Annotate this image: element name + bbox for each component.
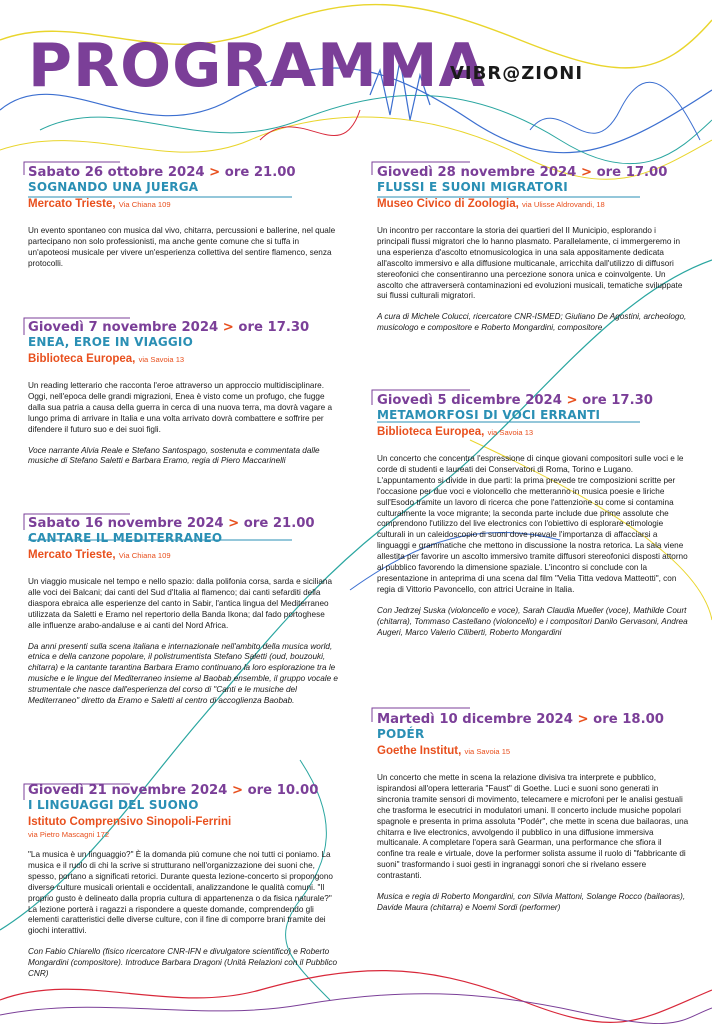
event-date-line: Giovedì 28 novembre 2024 > ore 17.00: [377, 165, 668, 180]
event-title: CANTARE IL MEDITERRANEO: [28, 531, 223, 545]
event-date-line: Giovedì 21 novembre 2024 > ore 10.00: [28, 783, 319, 798]
event-7: [377, 712, 689, 914]
brand-logo: VIBR@ZIONI: [450, 63, 584, 84]
event-venue: Biblioteca Europea, via Savoia 13: [28, 353, 185, 365]
event-credits: A cura di Michele Colucci, ricercatore CNR-ISMED; Giuliano De Agostini, archeologo, musicologo e compositore e Roberto Mongardini, compositore: [377, 312, 687, 333]
event-date-line: Sabato 26 ottobre 2024 > ore 21.00: [28, 165, 296, 180]
event-date-line: Giovedì 5 dicembre 2024 > ore 17.30: [377, 393, 653, 408]
event-credits: Da anni presenti sulla scena italiana e internazionale nell'ambito della musica world, etnica e della canzone popolare, il polistrumentista Stefano Saletti (oud, bouzouki, chitarra) e la cantante tarantina Barbara Eramo continuano la loro esplorazione tra le musiche e le lingue del Mediterraneo insieme al Baobab ensemble, il gruppo vocale e strumentale che nasce dall'esperienza del corso di "Canti e le musiche del Mediterraneo" diretto da Eramo e Saletti al centro di accoglienza Baobab.: [28, 641, 338, 706]
event-credits: Voce narrante Alvia Reale e Stefano Santospago, sostenuta e commentata dalle musiche di Stefano Saletti e Barbara Eramo, regia di Piero Maccarinelli: [28, 445, 320, 466]
event-venue: Goethe Institut, via Savoia 15: [377, 745, 511, 757]
event-title: I LINGUAGGI DEL SUONO: [28, 798, 199, 812]
event-venue: Museo Civico di Zoologia, via Ulisse Aldrovandi, 18: [377, 198, 605, 210]
event-1: [28, 165, 338, 270]
event-description: Un evento spontaneo con musica dal vivo, chitarra, percussioni e ballerine, nel quale partecipano non solo professionisti, ma anche gente comune che si tuffa in un'apoteosi musicale per vivere un'esperienza collettiva del sentire flamenco, senza protocolli.: [28, 226, 336, 268]
event-description: Un reading letterario che racconta l'eroe attraverso un approccio multidisciplinare. Oggi, nell'epoca delle grandi migrazioni, Enea è visto come un profugo, che fugge dalla sua patria a causa della guerra in cerca di una nuova terra, ma dovrà vagare a lungo prima di arrivare in Italia e una volta arrivato dovrà combattere e soffrire per difendere il futuro suo e dei suoi figli.: [28, 381, 333, 434]
event-title: ENEA, EROE IN VIAGGIO: [28, 335, 193, 349]
event-6: [377, 393, 689, 639]
event-description: Un concerto che mette in scena la relazione divisiva tra interprete e pubblico, ispirandosi all'opera letteraria "Faust" di Goethe. Luci e suoni sono generati in sincronia tramite sensori di movimento, telecamere e microfoni per le analisi gestuali che trasforma le esecutrici in modulatori umani. Il concerto include musiche popolari spagnole e presenta in prima assoluta "Podér", che mette in scena due bailaoras, una chitarra e live electronics, avvolgendo il pubblico in una diffusione immersiva multicanale. A completare l'opera sarà Gearman, una performance che sfiora il confine tra reale e virtuale, dove la performer solista assume il ruolo di "fabbricante di suoni" trasformando i suoi gesti in ingranaggi sonori che si rivelano essere contrastanti.: [377, 773, 689, 881]
event-description: Un viaggio musicale nel tempo e nello spazio: dalla polifonia corsa, sarda e siciliana alle voci dei Balcani; dai canti del Sud d'Italia al flamenco; dai canti sefarditi della diaspora ebraica alle esperienze del canto in Sabir, l'antica lingua del Mediterraneo utilizzata da Saletti e Eramo nel repertorio della Banda Ikona; dal fado portoghese alle influenze arabo-andaluse e ai canti del Nord Africa.: [28, 577, 333, 630]
event-credits: Musica e regia di Roberto Mongardini, con Silvia Mattoni, Solange Rocco (bailaoras), Davide Maura (chitarra) e Noemi Sordi (performer): [377, 892, 686, 912]
event-date-line: Sabato 16 novembre 2024 > ore 21.00: [28, 516, 315, 531]
event-venue: Istituto Comprensivo Sinopoli-Ferrini via Pietro Mascagni 172: [28, 816, 232, 839]
event-4: [28, 783, 338, 980]
event-description: "La musica è un linguaggio?" È la domanda più comune che noi tutti ci poniamo. La musica e il ruolo di chi la scrive si strutturano nell'organizzazione dei suoni che, spesso, portano a significati retorici. Durante questa lezione-concerto si propongono diverse culture musicali orientali e occidentali, analizzandone le qualità comuni. "Il proprio gusto è delineato dalla propria cultura di appartenenza o da fisica naturale?" La lezione porterà i ragazzi a rispondere a queste domande, comprendendo gli elementi caratteristici delle diverse culture, con il fine di comporre brani tramite dei giochi interattivi.: [28, 850, 333, 936]
event-title: PODÉR: [377, 727, 425, 741]
event-2: [28, 320, 338, 467]
event-date-line: Giovedì 7 novembre 2024 > ore 17.30: [28, 320, 310, 335]
event-3: [28, 516, 338, 707]
event-title: SOGNANDO UNA JUERGA: [28, 180, 199, 194]
event-title: METAMORFOSI DI VOCI ERRANTI: [377, 408, 601, 422]
event-venue: Biblioteca Europea, via Savoia 13: [377, 426, 534, 438]
event-venue: Mercato Trieste, Via Chiana 109: [28, 549, 171, 561]
event-title: FLUSSI E SUONI MIGRATORI: [377, 180, 568, 194]
event-description: Un incontro per raccontare la storia dei quartieri del II Municipio, esplorando i principali flussi migratori che lo hanno plasmato. Parallelamente, ci immergeremo in una esperienza d'ascolto etnomusicologica in una sala appositamente dedicata all'ascolto immersivo e alla diffusione multicanale, arricchita dall'utilizzo di diffusori stereofonici che consentiranno una percezione sonora unica e coinvolgente. Un ascolto che attraverserà contaminazioni ed evoluzioni musicali, tematiche sviluppate sui flussi culturali migratori.: [377, 226, 683, 301]
event-description: Un concerto che concentra l'espressione di cinque giovani compositori sulle voci e le corde di studenti e laureati dei Conservatori di Roma, Torino e Lugano. L'appuntamento si divide in due parti: la prima prevede tre composizioni scritte per l'occasione per due voci e violoncello che metteranno in musica poesie e liriche sull'Esodo tramite un lavoro di ricerca che pone l'attenzione su come si contamina culturalmente la voce migrante; la seconda parte include due prime assolute che comprendono l'utilizzo del live electronics con l'obiettivo di esplorare etimologie culturali in un caleidoscopio di suoni dove prevale l'importanza di affacciarsi a linguaggi e grammatiche che mettono in discussione la nostra retorica. La sala viene allestita per favorire un ascolto immersivo tramite diffusori stereofonici disposti attorno al pubblico favorendo la dimensione spaziale. L'incontro si conclude con la presentazione in anteprima di una scena dal film "Velia Titta vedova Matteotti", con regia di Vittorio Pavoncello, con attrici Ucraine in Italia.: [377, 454, 688, 594]
page-title: PROGRAMMA: [28, 31, 486, 101]
event-date-line: Martedì 10 dicembre 2024 > ore 18.00: [377, 712, 664, 727]
event-5: [377, 165, 689, 334]
event-venue: Mercato Trieste, Via Chiana 109: [28, 198, 171, 210]
event-credits: Con Jedrzej Suska (violoncello e voce), Sarah Claudia Mueller (voce), Mathilde Court (chitarra), Tommaso Castellano (violoncello) e i compositori Danilo Gervasoni, Andrea Augeri, Marco Valerio Ciliberti, Roberto Mongardini: [377, 605, 688, 637]
event-credits: Con Fabio Chiarello (fisico ricercatore CNR-IFN e divulgatore scientifico) e Roberto Mongardini (compositore). Introduce Barbara Dragoni (Unità Relazioni con il Pubblico CNR): [28, 947, 338, 979]
